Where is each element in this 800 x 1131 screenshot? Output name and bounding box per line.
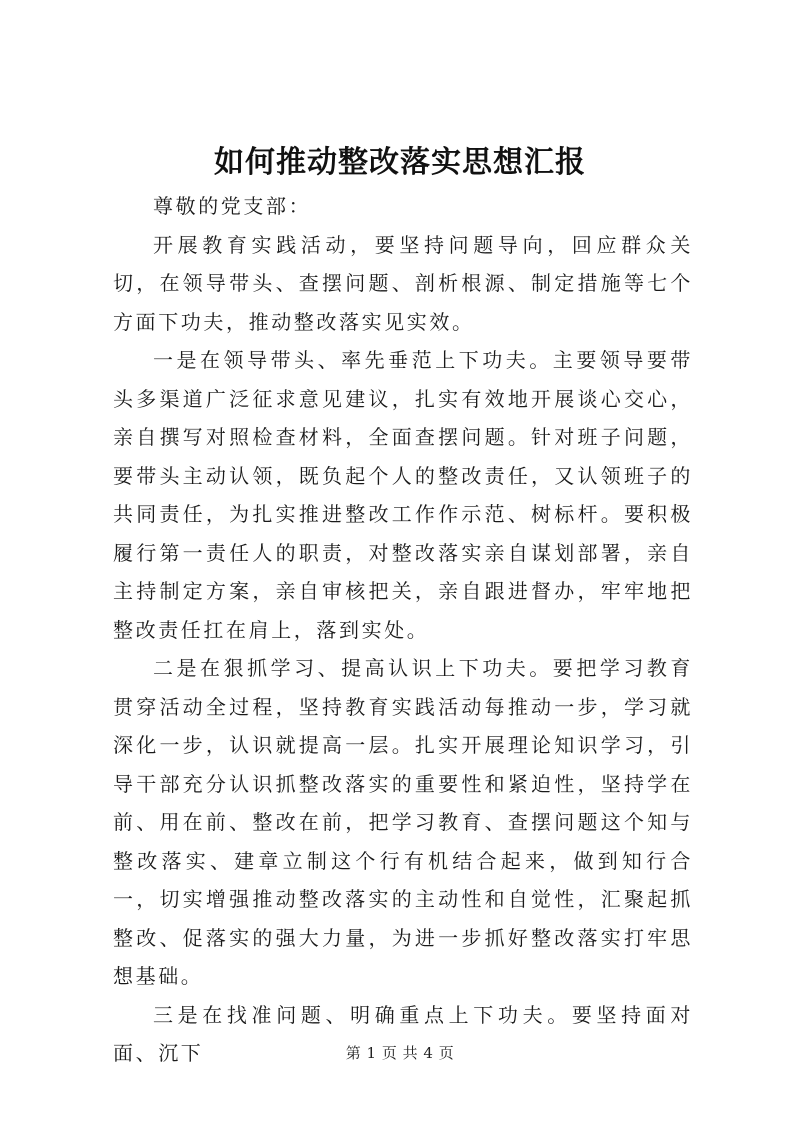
salutation-paragraph: 尊敬的党支部： — [153, 194, 312, 218]
intro-paragraph: 开展教育实践活动，要坚持问题导向，回应群众关切，在领导带头、查摆问题、剖析根源、制定措施等七个方面下功夫，推动整改落实见实效。 — [113, 232, 693, 334]
document-title: 如何推动整改落实思想汇报 — [214, 145, 586, 180]
document-body — [113, 187, 693, 1073]
page-number-footer: 第 1 页 共 4 页 — [345, 1044, 455, 1062]
point-two-paragraph: 二是在狠抓学习、提高认识上下功夫。要把学习教育贯穿活动全过程，坚持教育实践活动每推动一步，学习就深化一步，认识就提高一层。扎实开展理论知识学习，引导干部充分认识抓整改落实的重要性和紧迫性，坚持学在前、用在前、整改在前，把学习教育、查摆问题这个知与整改落实、建章立制这个行有机结合起来，做到知行合一，切实增强推动整改落实的主动性和自觉性，汇聚起抓整改、促落实的强大力量，为进一步抓好整改落实打牢思想基础。 — [113, 656, 693, 988]
point-one-paragraph: 一是在领导带头、率先垂范上下功夫。主要领导要带头多渠道广泛征求意见建议，扎实有效地开展谈心交心，亲自撰写对照检查材料，全面查摆问题。针对班子问题，要带头主动认领，既负起个人的整改责任，又认领班子的共同责任，为扎实推进整改工作作示范、树标杆。要积极履行第一责任人的职责，对整改落实亲自谋划部署，亲自主持制定方案，亲自审核把关，亲自跟进督办，牢牢地把整改责任扛在肩上，落到实处。 — [113, 348, 693, 642]
point-three-paragraph: 三是在找准问题、明确重点上下功夫。要坚持面对面、沉下 — [113, 1002, 693, 1065]
